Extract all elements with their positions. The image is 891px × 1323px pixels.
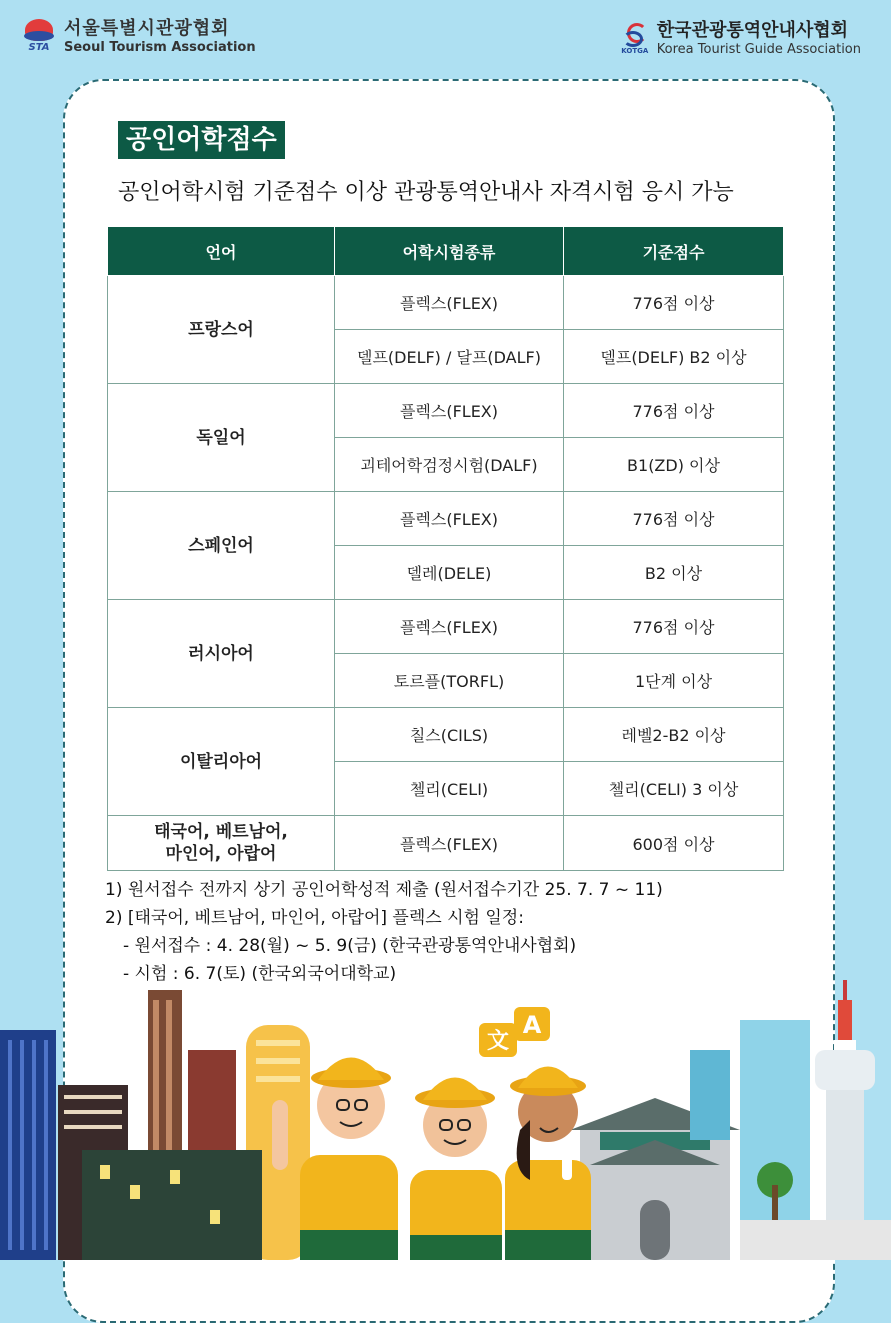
language-cell (108, 816, 335, 871)
notes (105, 876, 663, 988)
sta-emblem-icon: STA (22, 19, 56, 55)
language-line: 마인어, 아랍어 (165, 844, 277, 864)
kotga-logo (619, 20, 861, 58)
score-cell: 776점 이상 (564, 384, 784, 438)
exam-cell: 괴테어학검정시험(DALF) (335, 438, 564, 492)
kotga-emblem-icon: KOTGA (619, 21, 651, 57)
exam-cell: 플렉스(FLEX) (335, 600, 564, 654)
note-subitem: - 원서접수 : 4. 28(월) ~ 5. 9(금) (한국관광통역안내사협회) (123, 936, 577, 956)
header (0, 0, 891, 78)
exam-cell: 플렉스(FLEX) (335, 816, 564, 871)
city-tour-guides-illustration (0, 980, 891, 1260)
note-subitem: - 시험 : 6. 7(토) (한국외국어대학교) (123, 964, 397, 984)
score-cell: 776점 이상 (564, 600, 784, 654)
n-seoul-tower-icon (815, 980, 875, 1260)
right-org-name-en: Korea Tourist Guide Association (656, 42, 861, 57)
exam-cell: 첼리(CELI) (335, 762, 564, 816)
exam-cell: 델레(DELE) (335, 546, 564, 600)
table-row (108, 492, 784, 546)
score-cell: B1(ZD) 이상 (564, 438, 784, 492)
bubble-left-text: 文 (486, 1029, 510, 1054)
section-title: 공인어학점수 (118, 121, 285, 159)
score-cell: 600점 이상 (564, 816, 784, 871)
left-buildings-icon (0, 990, 310, 1260)
language-cell: 러시아어 (108, 600, 335, 708)
page-subtitle: 공인어학시험 기준점수 이상 관광통역안내사 자격시험 응시 가능 (118, 180, 734, 205)
header-standard-score: 기준점수 (564, 227, 784, 276)
score-cell: 첼리(CELI) 3 이상 (564, 762, 784, 816)
exam-cell: 델프(DELF) / 달프(DALF) (335, 330, 564, 384)
exam-cell: 토르플(TORFL) (335, 654, 564, 708)
right-org-name-ko: 한국관광통역안내사협회 (656, 20, 849, 41)
seoul-tourism-logo (22, 18, 256, 56)
language-cell: 독일어 (108, 384, 335, 492)
language-cell: 프랑스어 (108, 276, 335, 384)
table-row (108, 816, 784, 871)
tour-guide-icon (410, 1078, 502, 1261)
header-exam-type: 어학시험종류 (335, 227, 564, 276)
note-item: 2) [태국어, 베트남어, 마인어, 아랍어] 플렉스 시험 일정: (105, 908, 524, 928)
left-org-name-en: Seoul Tourism Association (64, 40, 256, 55)
score-cell: 776점 이상 (564, 492, 784, 546)
exam-cell: 플렉스(FLEX) (335, 276, 564, 330)
score-cell: B2 이상 (564, 546, 784, 600)
language-score-table (107, 226, 784, 871)
note-item: 1) 원서접수 전까지 상기 공인어학성적 제출 (원서접수기간 25. 7. 7 ~ 11) (105, 880, 663, 900)
exam-cell: 플렉스(FLEX) (335, 492, 564, 546)
header-language: 언어 (108, 227, 335, 276)
table-row (108, 600, 784, 654)
table-row (108, 384, 784, 438)
bubble-right-text: A (522, 1011, 542, 1039)
language-cell: 이탈리아어 (108, 708, 335, 816)
score-cell: 1단계 이상 (564, 654, 784, 708)
exam-cell: 플렉스(FLEX) (335, 384, 564, 438)
table-row (108, 276, 784, 330)
table-row (108, 708, 784, 762)
table-header-row (108, 227, 784, 276)
score-cell: 델프(DELF) B2 이상 (564, 330, 784, 384)
language-line: 태국어, 베트남어, (154, 822, 288, 842)
left-org-name-ko: 서울특별시관광협회 (64, 18, 230, 39)
language-cell: 스페인어 (108, 492, 335, 600)
exam-cell: 칠스(CILS) (335, 708, 564, 762)
score-cell: 레벨2-B2 이상 (564, 708, 784, 762)
translation-bubble-icon (479, 1007, 550, 1057)
tour-guide-icon (505, 1067, 591, 1261)
score-cell: 776점 이상 (564, 276, 784, 330)
